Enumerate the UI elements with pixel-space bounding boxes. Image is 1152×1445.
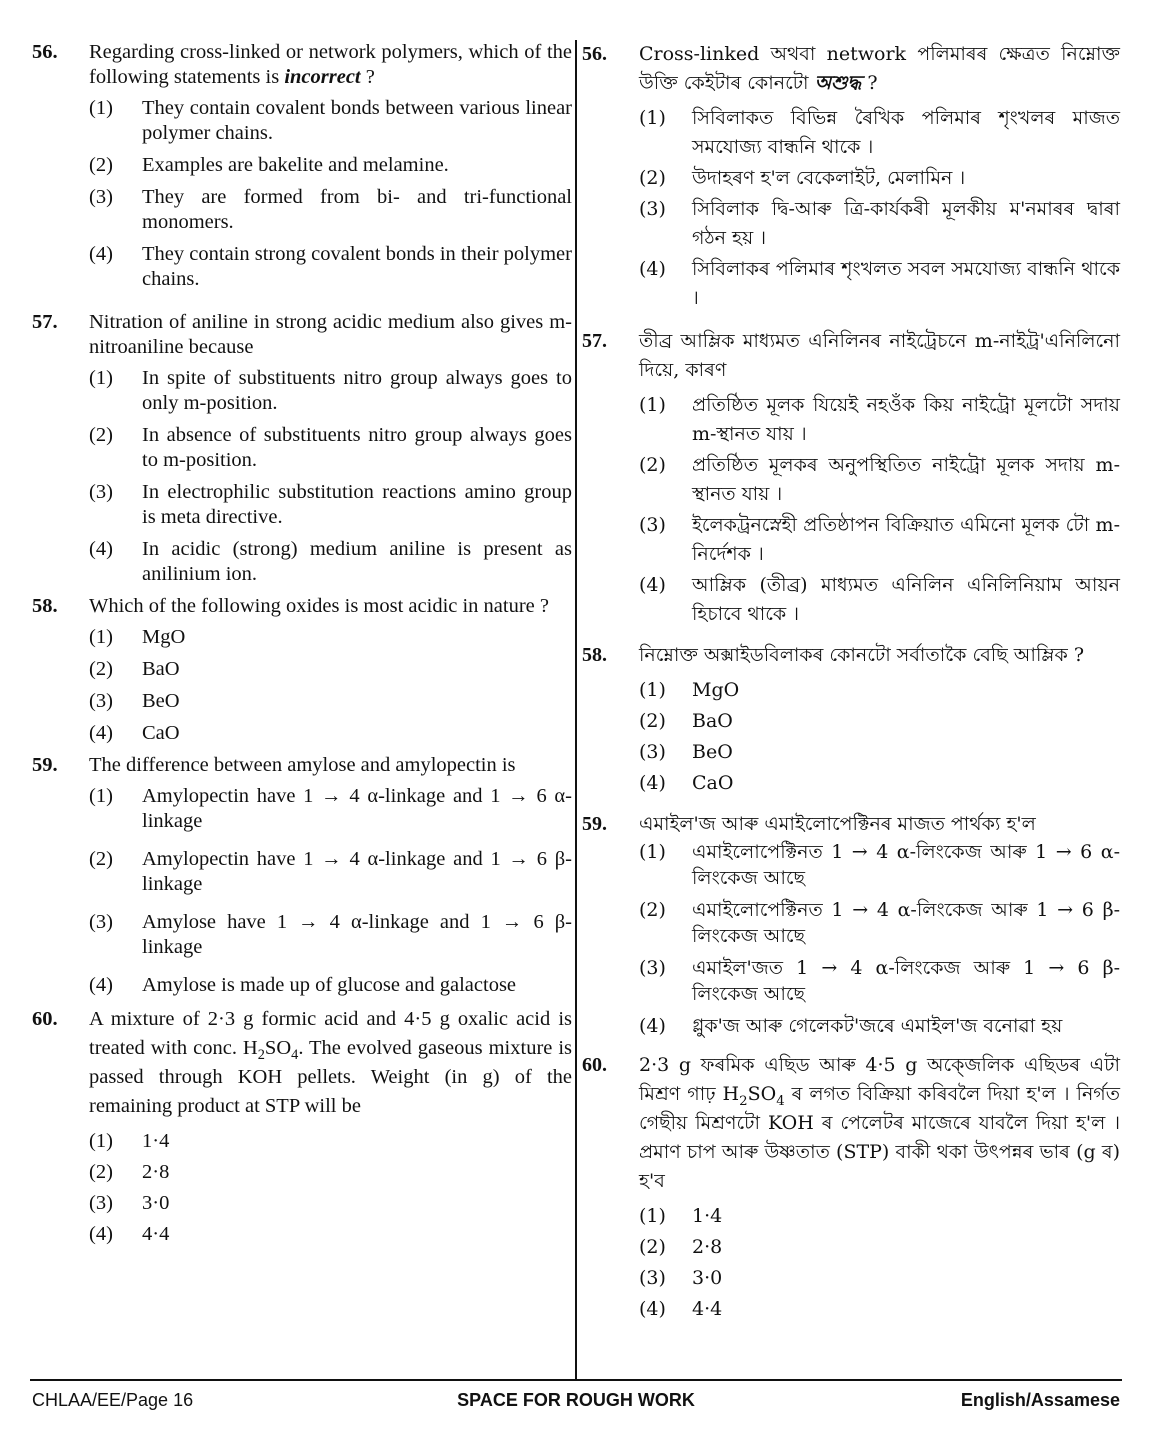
- option: (3) In electrophilic substitution reactions amino group is meta directive.: [89, 481, 572, 528]
- option: (3) এমাইল'জত 1 → 4 α-লিংকেজ আৰু 1 → 6 β-লিংকেজ আছে: [639, 957, 1120, 1005]
- option: (1) Amylopectin have 1 → 4 α-linkage and 1 → 6 α-linkage: [89, 785, 572, 832]
- question-number: 56.: [32, 41, 58, 63]
- column-divider: [575, 40, 577, 1380]
- option: (2) In absence of substituents nitro group always goes to m-position.: [89, 424, 572, 471]
- question-59-assamese: [582, 810, 1120, 1039]
- question-number: 58.: [32, 595, 58, 617]
- option: (1) They contain covalent bonds between various linear polymer chains.: [89, 97, 572, 144]
- option: (3) 3·0: [639, 1267, 723, 1289]
- question-58: [32, 594, 572, 746]
- option: (2) Amylopectin have 1 → 4 α-linkage and 1 → 6 β-linkage: [89, 848, 572, 895]
- option: (2) 2·8: [89, 1161, 170, 1183]
- option: (3) BeO: [639, 741, 733, 763]
- footer-rule: [30, 1379, 1122, 1381]
- question-stem: Regarding cross-linked or network polymers, which of the following statements is incorrect ?: [89, 41, 572, 88]
- question-stem: Nitration of aniline in strong acidic medium also gives m-nitroaniline because: [89, 311, 572, 358]
- page-code: CHLAA/EE/Page 16: [32, 1390, 194, 1410]
- option: (1) MgO: [639, 679, 740, 701]
- question-stem: তীব্ৰ আম্লিক মাধ্যমত এনিলিনৰ নাইট্ৰেচনে m-নাইট্ৰ'এনিলিনো দিয়ে, কাৰণ: [639, 330, 1120, 381]
- option: (4) সিবিলাকৰ পলিমাৰ শৃংখলত সবল সমযোজ্য বান্ধনি থাকে ।: [639, 258, 1120, 309]
- option: (1) In spite of substituents nitro group always goes to only m-position.: [89, 367, 572, 414]
- question-number: 59.: [582, 813, 607, 835]
- question-60: [32, 1005, 572, 1249]
- option: (4) 4·4: [89, 1223, 170, 1245]
- option: (4) In acidic (strong) medium aniline is present as anilinium ion.: [89, 538, 572, 585]
- option: (1) প্ৰতিষ্ঠিত মূলক যিয়েই নহওঁক কিয় নাইট্ৰো মূলটো সদায় m-স্থানত যায় ।: [639, 394, 1120, 445]
- option: (2) 2·8: [639, 1236, 723, 1258]
- option: (4) CaO: [89, 722, 180, 744]
- language-label: English/Assamese: [960, 1390, 1120, 1410]
- option: (3) Amylose have 1 → 4 α-linkage and 1 → 6 β-linkage: [89, 911, 572, 958]
- option: (4) Amylose is made up of glucose and galactose: [89, 974, 517, 996]
- question-stem: Cross-linked অথবা network পলিমাৰৰ ক্ষেত্ৰত নিম্নোক্ত উক্তি কেইটাৰ কোনটো অশুদ্ধ ?: [639, 43, 1120, 94]
- option: (1) সিবিলাকত বিভিন্ন ৰৈখিক পলিমাৰ শৃংখলৰ মাজত সমযোজ্য বান্ধনি থাকে ।: [639, 107, 1120, 158]
- assamese-column: [582, 40, 1120, 1326]
- question-stem: The difference between amylose and amylopectin is: [89, 754, 516, 776]
- question-number: 60.: [582, 1054, 607, 1076]
- question-60-assamese: [582, 1051, 1120, 1324]
- option: (4) গ্লুক'জ আৰু গেলেকট'জৰে এমাইল'জ বনোৱা হয়: [639, 1015, 1063, 1037]
- question-stem: এমাইল'জ আৰু এমাইলোপেক্টিনৰ মাজত পাৰ্থক্য হ'ল: [639, 813, 1036, 835]
- question-stem: 2·3 g ফৰমিক এছিড আৰু 4·5 g অক্জেলিক এছিডৰ এটা মিশ্ৰণ গাঢ় $H_2SO_4$ ৰ লগত বিক্ৰিয়া কৰিবলৈ দিয়া হ'ল । নিৰ্গত গেছীয় মিশ্ৰণটো KOH ৰ পেলেটৰ মাজেৰে যাবলৈ দিয়া হ'ল । প্ৰমাণ চাপ আৰু উষ্ণতাত (STP) বাকী থকা উৎপন্নৰ ভাৰ (g ৰ) হ'ব: [639, 1054, 1120, 1192]
- question-58-assamese: [582, 641, 1120, 798]
- option: (1) এমাইলোপেক্টিনত 1 → 4 α-লিংকেজ আৰু 1 → 6 α-লিংকেজ আছে: [639, 841, 1120, 889]
- option: (1) MgO: [89, 626, 186, 648]
- question-number: 57.: [32, 311, 58, 333]
- question-56: [32, 40, 572, 292]
- english-column: [32, 40, 572, 1249]
- question-57: [32, 310, 572, 587]
- question-number: 59.: [32, 754, 58, 776]
- question-59: [32, 753, 572, 998]
- option: (3) 3·0: [89, 1192, 170, 1214]
- option: (4) They contain strong covalent bonds in their polymer chains.: [89, 243, 572, 290]
- option: (2) BaO: [89, 658, 180, 680]
- question-56-assamese: [582, 40, 1120, 313]
- option: (3) সিবিলাক দ্বি-আৰু ত্ৰি-কাৰ্যকৰী মূলকীয় ম'নমাৰৰ দ্বাৰা গঠন হয় ।: [639, 198, 1120, 249]
- option: (3) They are formed from bi- and tri-functional monomers.: [89, 186, 572, 233]
- option: (3) ইলেকট্ৰনস্নেহী প্ৰতিষ্ঠাপন বিক্ৰিয়াত এমিনো মূলক টো m-নিৰ্দেশক ।: [639, 514, 1120, 565]
- question-stem: নিম্নোক্ত অক্সাইডবিলাকৰ কোনটো সৰ্বাতাকৈ বেছি আম্লিক ?: [639, 644, 1085, 666]
- rough-work-label: SPACE FOR ROUGH WORK: [457, 1390, 695, 1410]
- question-number: 56.: [582, 43, 607, 65]
- option: (4) আম্লিক (তীব্ৰ) মাধ্যমত এনিলিন এনিলিনিয়াম আয়ন হিচাবে থাকে ।: [639, 574, 1120, 625]
- option: (2) BaO: [639, 710, 733, 732]
- option: (1) 1·4: [89, 1130, 170, 1152]
- option: (2) Examples are bakelite and melamine.: [89, 154, 449, 176]
- option: (3) BeO: [89, 690, 180, 712]
- option: (4) 4·4: [639, 1298, 723, 1320]
- question-stem: Which of the following oxides is most acidic in nature ?: [89, 595, 549, 617]
- question-stem: A mixture of 2·3 g formic acid and 4·5 g oxalic acid is treated with conc. $H_2SO_4$. The evolved gaseous mixture is passed through KOH pellets. Weight (in g) of the remaining product at STP will be: [89, 1008, 573, 1117]
- option: (2) উদাহৰণ হ'ল বেকেলাইট, মেলামিন ।: [639, 167, 966, 189]
- question-number: 60.: [32, 1008, 58, 1030]
- option: (2) প্ৰতিষ্ঠিত মূলকৰ অনুপস্থিতিত নাইট্ৰো মূলক সদায় m-স্থানত যায় ।: [639, 454, 1120, 505]
- question-57-assamese: [582, 327, 1120, 629]
- question-number: 58.: [582, 644, 607, 666]
- option: (2) এমাইলোপেক্টিনত 1 → 4 α-লিংকেজ আৰু 1 → 6 β-লিংকেজ আছে: [639, 899, 1120, 947]
- option: (4) CaO: [639, 772, 734, 794]
- option: (1) 1·4: [639, 1205, 723, 1227]
- question-number: 57.: [582, 330, 607, 352]
